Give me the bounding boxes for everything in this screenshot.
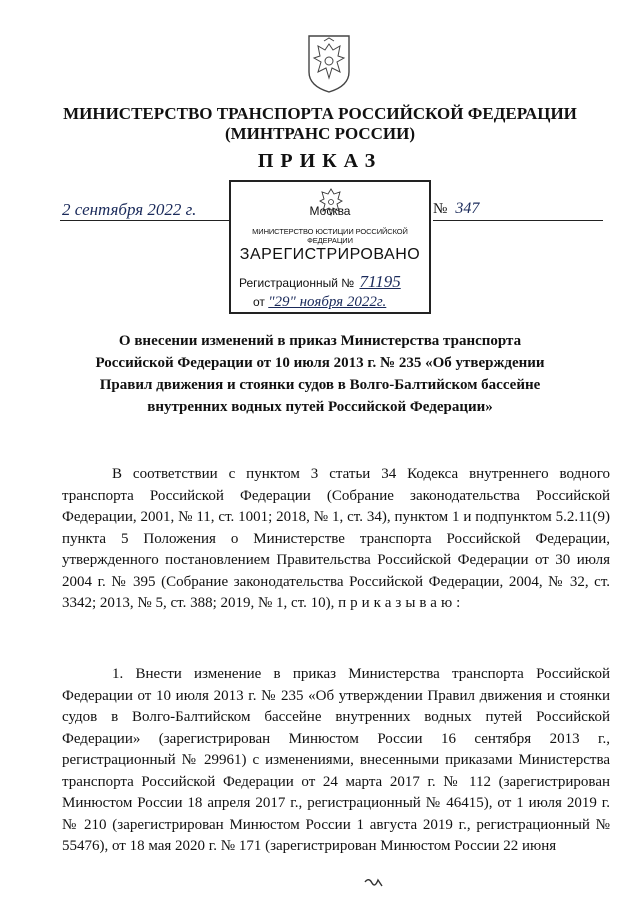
document-type: ПРИКАЗ <box>257 150 383 172</box>
stamp-registration-number <box>239 272 429 292</box>
stamp-city: Москва <box>309 204 351 218</box>
ministry-name <box>60 104 580 144</box>
order-number-label: № <box>433 201 448 217</box>
stamp-date-prefix: от <box>253 295 265 309</box>
item-1-paragraph: 1. Внести изменение в приказ Министерства транспорта Российской Федерации от 10 июля 2013 г. № 235 «Об утверждении Правил движения и стоянки судов в Волго-Балтийском бассейне внутренних водных путей Российской Федерации» (зарегистрирован Минюстом России 16 сентября 2013 г., регистрационный № 29961) с изменениями, внесенными приказами Министерства транспорта Российской Федерации от 24 марта 2017 г. № 112 (зарегистрирован Минюстом России 18 апреля 2017 г., регистрационный № 46415), от 1 июля 2019 г. № 210 (зарегистрирован Минюстом России 1 августа 2019 г., регистрационный № 55476), от 18 мая 2020 г. № 171 (зарегистрирован Минюстом России 22 июня <box>62 666 610 854</box>
order-date: 2 сентября 2022 г. <box>60 200 232 221</box>
ministry-line-2: (МИНТРАНС РОССИИ) <box>224 124 416 143</box>
stamp-reg-label: Регистрационный № <box>239 276 355 290</box>
stamp-registration-date <box>253 294 433 311</box>
document-title: О внесении изменений в приказ Министерства транспорта Российской Федерации от 10 июля 2013 г. № 235 «Об утверждении Правил движения и стоянки судов в Волго-Балтийском бассейне внутренних водных путей Российской Федерации» <box>95 333 545 415</box>
preamble-text: В соответствии с пунктом 3 статьи 34 Кодекса внутреннего водного транспорта Российской Федерации (Собрание законодательства Российской Федерации, 2001, № 11, ст. 1001; 2018, № 1, ст. 34), пунктом 1 и подпунктом 5.2.11(9) пункта 5 Положения о Министерстве транспорта Российской Федерации, утвержденного постановлением Правительства Российской Федерации от 30 июля 2004 г. № 395 (Собрание законодательства Российской Федерации, 2004, № 32, ст. 3342; 2013, № 5, ст. 388; 2019, № 1, ст. 10), <box>62 466 610 611</box>
order-number-value: 347 <box>455 200 480 217</box>
stamp-registered: ЗАРЕГИСТРИРОВАНО <box>239 246 421 263</box>
signature-mark-icon <box>362 874 386 890</box>
stamp-date-value: "29" ноября 2022г. <box>268 294 387 310</box>
stamp-reg-number: 71195 <box>359 272 401 291</box>
registration-stamp <box>229 180 431 314</box>
order-number <box>433 198 603 221</box>
preamble-paragraph <box>62 464 610 615</box>
ministry-line-1: МИНИСТЕРСТВО ТРАНСПОРТА РОССИЙСКОЙ ФЕДЕРАЦИИ <box>63 104 577 123</box>
coat-of-arms-icon <box>304 32 354 94</box>
order-word: приказываю: <box>338 595 465 611</box>
stamp-ministry: МИНИСТЕРСТВО ЮСТИЦИИ РОССИЙСКОЙ ФЕДЕРАЦИИ <box>252 227 408 245</box>
